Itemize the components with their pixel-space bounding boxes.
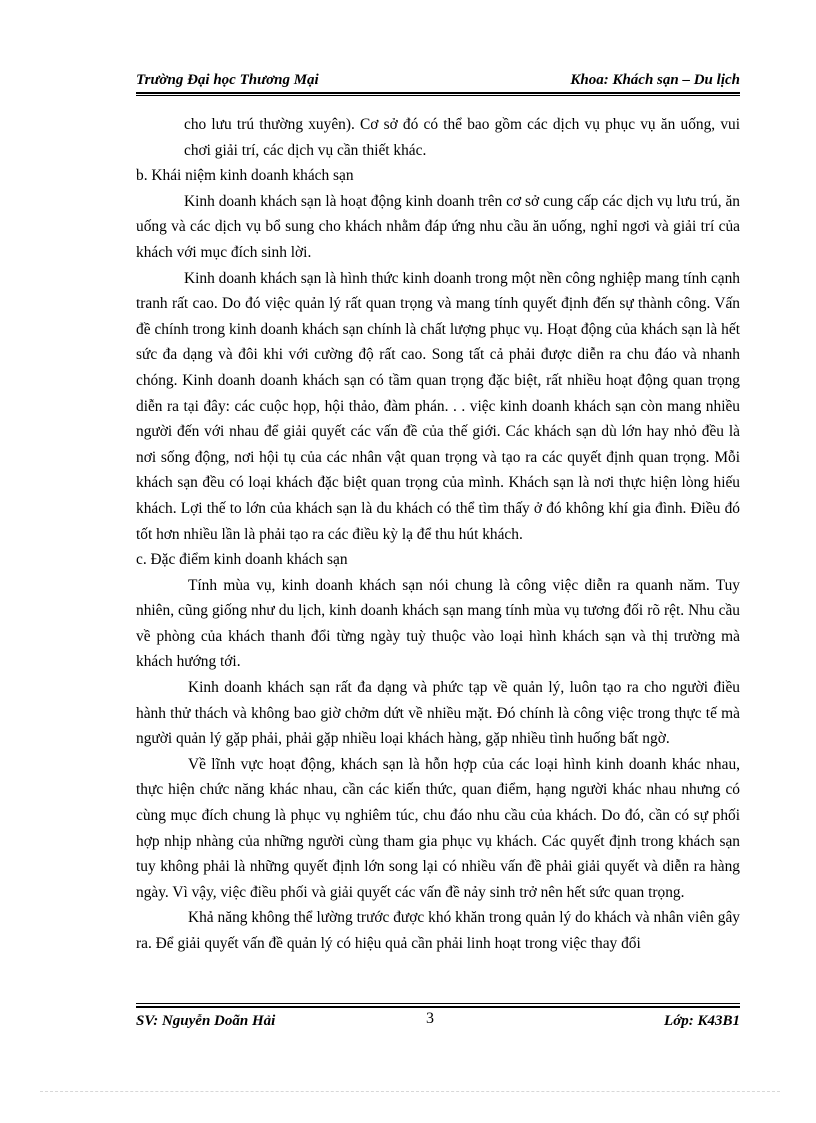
header-rule-thin [136, 95, 740, 96]
paragraph-seasonality: Tính mùa vụ, kinh doanh khách sạn nói chung là công việc diễn ra quanh năm. Tuy nhiên, cũng giống như du lịch, kinh doanh khách sạn mang tính mùa vụ tương đối rõ rệt. Nhu cầu về phòng của khách thanh đổi từng ngày tuỳ thuộc vào loại hình khách sạn và thị trường mà khách hướng tới. [136, 576, 740, 671]
footer-student: SV: Nguyễn Doãn Hải [136, 1013, 276, 1029]
page-header [136, 70, 740, 92]
footer-class: Lớp: K43B1 [664, 1013, 740, 1029]
paragraph-definition: Kinh doanh khách sạn là hoạt động kinh doanh trên cơ sở cung cấp các dịch vụ lưu trú, ăn uống và các dịch vụ bổ sung cho khách nhằm đáp ứng nhu cầu ăn uống, nghỉ ngơi và giải trí của khách với mục đích sinh lời. [136, 192, 740, 261]
paragraph-operations: Về lĩnh vực hoạt động, khách sạn là hỗn hợp của các loại hình kinh doanh khác nhau, thực hiện chức năng khác nhau, cần các kiến thức, quan điểm, hạng người khác nhau nhưng có cùng mục đích chung là phục vụ nghiêm túc, chu đáo nhu cầu của khách. Do đó, cần có sự phối hợp nhịp nhàng của những người cùng tham gia phục vụ khách. Các quyết định trong khách sạn tuy không phải là những quyết định lớn song lại có nhiều vấn đề phải giải quyết và diễn ra hàng ngày. Vì vậy, việc điều phối và giải quyết các vấn đề nảy sinh trở nên hết sức quan trọng. [136, 755, 740, 901]
header-rule [136, 92, 740, 94]
paragraph-complexity: Kinh doanh khách sạn rất đa dạng và phức tạp về quản lý, luôn tạo ra cho người điều hành thử thách và không bao giờ chởm dứt về nhiều mặt. Đó chính là công việc trong thực tế mà người quản lý gặp phải, phải gặp nhiều loại khách hàng, gặp nhiều tình huống bất ngờ. [136, 679, 740, 748]
paragraph-unpredictability: Khả năng không thể lường trước được khó khăn trong quản lý do khách và nhân viên gây ra. Để giải quyết vấn đề quản lý có hiệu quả cần phải linh hoạt trong việc thay đổi [136, 909, 740, 952]
page-number: 3 [426, 1010, 434, 1027]
section-heading-b: b. Khái niệm kinh doanh khách sạn [136, 167, 354, 185]
header-university: Trường Đại học Thương Mại [136, 72, 319, 88]
section-heading-c: c. Đặc điểm kinh doanh khách sạn [136, 551, 348, 569]
paragraph-competition: Kinh doanh khách sạn là hình thức kinh doanh trong một nền công nghiệp mang tính cạnh tranh rất cao. Do đó việc quản lý rất quan trọng và mang tính quyết định đến sự thành công. Vấn đề chính trong kinh doanh khách sạn chính là chất lượng phục vụ. Hoạt động của khách sạn là hết sức đa dạng và đôi khi với cường độ rất cao. Song tất cả phải được diễn ra chu đáo và nhanh chóng. Kinh doanh doanh khách sạn có tầm quan trọng đặc biệt, rất nhiều hoạt động quan trọng diễn ra tại đây: các cuộc họp, hội thảo, đàm phán. . . việc kinh doanh khách sạn còn mang nhiều người đến với nhau để giải quyết các vấn đề của thế giới. Các khách sạn dù lớn hay nhỏ đều là nơi sống động, nơi hội tụ của các nhân vật quan trọng và tạo ra các quyết định quan trọng. Mỗi khách sạn đều có loại khách đặc biệt quan trọng của mình. Khách sạn là nơi thực hiện lòng hiếu khách. Lợi thế to lớn của khách sạn là du khách có thể tìm thấy ở đó không khí gia đình. Điều đó tốt hơn nhiều lần là phải tạo ra các điều kỳ lạ để thu hút khách. [136, 269, 740, 543]
paragraph-continuation: cho lưu trú thường xuyên). Cơ sở đó có thể bao gồm các dịch vụ phục vụ ăn uống, vui chơi giải trí, các dịch vụ cần thiết khác. [184, 116, 740, 159]
header-faculty: Khoa: Khách sạn – Du lịch [570, 72, 740, 88]
page-footer [136, 1010, 740, 1034]
footer-rule-thin [136, 1003, 740, 1004]
page-boundary [40, 1091, 780, 1092]
document-body [136, 112, 740, 957]
footer-rule [136, 1006, 740, 1008]
